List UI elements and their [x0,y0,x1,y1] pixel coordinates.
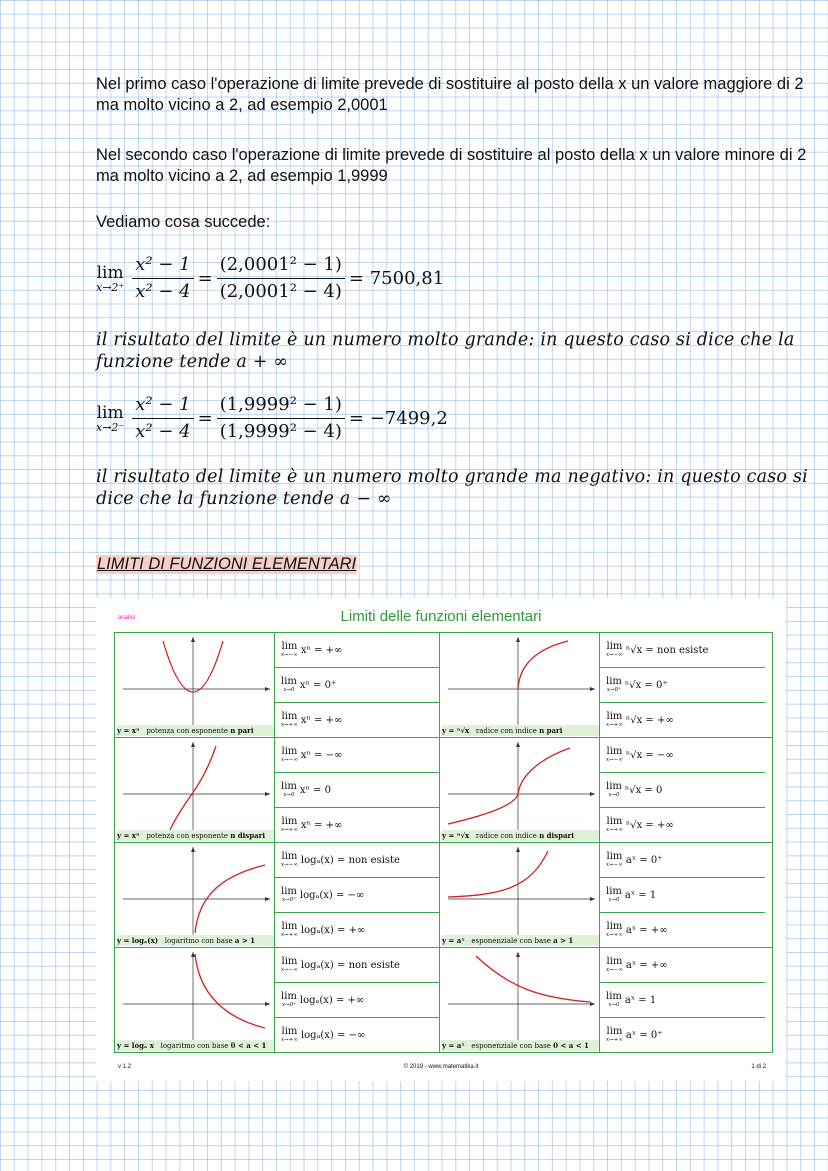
lim-expression: logₐ(x) = +∞ [300,924,366,936]
limit-cell [275,1017,439,1052]
limit-cell [275,807,439,842]
lim-word: lim [606,886,622,897]
lim-subscript: x→+∞ [606,932,623,938]
lim-expression: logₐ(x) = non esiste [300,959,400,971]
lim-subscript: x→0 [283,792,295,798]
lim-subscript: x→−∞ [281,652,298,658]
fraction-numerator-value: (2,0001² − 1) [217,254,345,279]
lim-expression: ⁿ√x = +∞ [625,819,674,831]
lim-expression: xⁿ = +∞ [300,819,343,831]
caption-bold: n dispari [539,831,574,840]
lim-subscript: x→2⁺ [96,280,125,294]
left-graph-cell [115,843,275,947]
lim-subscript: x→0⁺ [606,687,621,693]
paragraph-second-case: Nel secondo caso l'operazione di limite prevede di sostituire al posto della x un valore minore di 2 ma molto vicino a 2, ad esempio 1,9999 [96,146,807,185]
limit-cell [600,843,765,877]
right-limits-column [600,738,765,842]
lim-word: lim [606,1026,623,1037]
equation-result: = −7499,2 [348,408,448,429]
limit-cell [600,702,765,737]
graph-caption [117,1040,274,1051]
lim-subscript: x→−∞ [606,967,623,973]
limit-cell [600,877,765,912]
left-graph-cell [115,738,275,842]
limit-cell [275,877,439,912]
lim-word: lim [281,921,298,932]
lim-subscript: x→2⁻ [96,420,125,434]
limit-cell [600,982,765,1017]
lim-word: lim [281,851,298,862]
lim-expression: ⁿ√x = +∞ [625,714,674,726]
lim-expression: aˣ = 1 [624,889,657,901]
lim-subscript: x→+∞ [606,827,623,833]
fraction-numerator: x² − 1 [132,394,193,419]
caption-function: y = aˣ [442,936,465,945]
graph-caption [442,725,599,736]
lim-subscript: x→−∞ [606,862,623,868]
section-heading: LIMITI DI FUNZIONI ELEMENTARI [97,555,357,573]
lim-word: lim [606,851,623,862]
lim-word: lim [281,641,298,652]
caption-function: y = logₐ x [117,1041,154,1050]
lim-subscript: x→−∞ [606,757,623,763]
limit-equation-left: lim x→2⁻ $\frac{\text{x² − 1}}{\text{x² − 4}}$ = $\frac{\text{(1,9999² − 1)}}{\text{(1,9999² − 4)}}$ = −7499,2 [96,394,448,442]
lim-subscript: x→−∞ [606,652,623,658]
limit-cell [600,633,765,667]
right-graph-cell [440,738,600,842]
caption-bold: n pari [230,726,254,735]
lim-word: lim [281,956,298,967]
lim-expression: aˣ = +∞ [625,959,668,971]
caption-function: y = logₐ(x) [117,936,159,945]
paragraph-first-case: Nel primo caso l'operazione di limite prevede di sostituire al posto della x un valore maggiore di 2 ma molto vicino a 2, ad esempio 2,0001 [96,75,804,114]
lim-expression: ⁿ√x = 0⁺ [624,679,668,691]
limit-cell [600,667,765,702]
lim-subscript: x→0⁺ [281,1002,296,1008]
lim-word: lim [606,816,623,827]
lim-subscript: x→0 [283,687,295,693]
paragraph-intro: Vediamo cosa succede: [96,213,271,231]
caption-bold: n dispari [230,831,266,840]
lim-expression: xⁿ = +∞ [300,644,343,656]
lim-word: lim [606,711,623,722]
lim-word: lim [281,676,297,687]
table-row [115,633,772,737]
lim-expression: aˣ = +∞ [625,924,668,936]
caption-text: esponenziale con base [471,1042,554,1050]
lim-subscript: x→−∞ [281,757,298,763]
limit-cell [275,772,439,807]
lim-expression: xⁿ = +∞ [300,714,343,726]
lim-word: lim [281,711,298,722]
right-graph-cell [440,633,600,737]
caption-text: potenza con esponente [146,832,231,840]
lim-subscript: x→0 [608,1002,620,1008]
lim-expression: aˣ = 0⁺ [625,854,663,866]
footer-page: 1 di 2 [751,1064,766,1070]
graph-caption [117,725,274,736]
function-graph [115,843,274,935]
table-row [115,842,772,947]
caption-text: logaritmo con base [164,937,235,945]
limit-cell [275,738,439,772]
graph-caption [442,1040,599,1051]
lim-word: lim [281,746,298,757]
lim-word: lim [606,676,622,687]
lim-word: lim [281,1026,298,1037]
caption-function: y = xⁿ [117,831,140,840]
right-limits-column [600,633,765,737]
lim-word: lim [606,956,623,967]
graph-caption [442,935,599,946]
limit-cell [600,948,765,982]
lim-expression: xⁿ = −∞ [300,749,343,761]
right-graph-cell [440,843,600,947]
lim-expression: xⁿ = 0⁺ [299,679,337,691]
fraction-denominator-value: (2,0001² − 4) [219,281,342,302]
lim-subscript: x→+∞ [281,932,298,938]
lim-subscript: x→+∞ [606,1037,623,1043]
lim-word: lim [281,781,297,792]
function-graph [440,738,599,830]
lim-subscript: x→+∞ [606,722,623,728]
elementary-limits-table [96,598,786,1081]
lim-word: lim [96,402,124,423]
caption-function: y = xⁿ [117,726,140,735]
lim-word: lim [281,886,297,897]
lim-subscript: x→0 [608,897,620,903]
lim-expression: ⁿ√x = −∞ [625,749,674,761]
limit-cell [600,1017,765,1052]
footer-copyright: © 2019 - www.matematika.it [403,1064,479,1070]
panel-title: Limiti delle funzioni elementari [340,608,542,625]
caption-bold: a > 1 [234,936,256,945]
lim-subscript: x→0⁺ [281,897,296,903]
lim-subscript: x→+∞ [281,722,298,728]
graph-caption [117,830,274,841]
function-graph [115,633,274,725]
function-graph [440,948,599,1040]
limit-cell [275,843,439,877]
footer-version: v 1.2 [118,1064,132,1070]
caption-bold: 0 < a < 1 [230,1041,267,1050]
lim-subscript: x→−∞ [281,862,298,868]
function-graph [440,843,599,935]
lim-subscript: x→+∞ [281,1037,298,1043]
limit-cell [600,772,765,807]
left-graph-cell [115,633,275,737]
caption-text: logaritmo con base [160,1042,231,1050]
fraction-numerator: x² − 1 [132,254,193,279]
limits-grid [114,632,773,1053]
caption-text: radice con indice [475,832,540,840]
lim-word: lim [606,921,623,932]
graph-caption [117,935,274,946]
table-row [115,737,772,842]
limit-cell [600,912,765,947]
lim-expression: logₐ(x) = −∞ [299,889,365,901]
panel-tag: analisi [118,615,136,621]
fraction-denominator: x² − 4 [135,421,191,442]
fraction-numerator-value: (1,9999² − 1) [217,394,345,419]
right-limits-column [600,843,765,947]
note-plus-infinity: il risultato del limite è un numero molto grande: in questo caso si dice che la funzione tende a + ∞ [96,330,795,372]
lim-word: lim [606,781,622,792]
fraction-denominator: x² − 4 [135,281,191,302]
caption-bold: n pari [539,726,563,735]
function-graph [115,738,274,830]
function-graph [115,948,274,1040]
left-limits-column [275,633,440,737]
graph-caption [442,830,599,841]
caption-text: radice con indice [475,727,540,735]
limit-cell [275,912,439,947]
lim-expression: logₐ(x) = non esiste [300,854,400,866]
limit-cell [275,702,439,737]
limit-cell [275,982,439,1017]
caption-text: esponenziale con base [471,937,554,945]
lim-expression: aˣ = 1 [624,994,657,1006]
left-graph-cell [115,948,275,1052]
lim-subscript: x→−∞ [281,967,298,973]
limit-cell [600,807,765,842]
lim-word: lim [281,991,297,1002]
lim-subscript: x→+∞ [281,827,298,833]
lim-word: lim [606,746,623,757]
left-limits-column [275,948,440,1052]
left-limits-column [275,843,440,947]
left-limits-column [275,738,440,842]
lim-expression: logₐ(x) = +∞ [299,994,365,1006]
lim-expression: ⁿ√x = 0 [624,784,663,796]
limit-cell [275,667,439,702]
lim-expression: aˣ = 0⁺ [625,1029,663,1041]
table-row [115,947,772,1052]
lim-subscript: x→0 [608,792,620,798]
limit-cell [275,633,439,667]
note-minus-infinity: il risultato del limite è un numero molto grande ma negativo: in questo caso si dice che la funzione tende a − ∞ [96,467,808,509]
limit-equation-right: lim x→2⁺ $\frac{\text{x² − 1}}{\text{x² − 4}}$ = $\frac{\text{(2,0001² − 1)}}{\text{(2,0001² − 4)}}$ = 7500,81 [96,254,445,302]
equation-result: = 7500,81 [348,268,445,289]
fraction-denominator-value: (1,9999² − 4) [219,421,342,442]
caption-function: y = ⁿ√x [442,726,470,735]
caption-text: potenza con esponente [146,727,231,735]
caption-function: y = ⁿ√x [442,831,470,840]
lim-expression: logₐ(x) = −∞ [300,1029,366,1041]
right-limits-column [600,948,765,1052]
lim-expression: xⁿ = 0 [299,784,331,796]
caption-bold: 0 < a < 1 [553,1041,589,1050]
right-graph-cell [440,948,600,1052]
lim-word: lim [281,816,298,827]
lim-word: lim [606,991,622,1002]
limit-cell [600,738,765,772]
caption-function: y = aˣ [442,1041,465,1050]
lim-expression: ⁿ√x = non esiste [625,644,709,656]
lim-word: lim [96,262,124,283]
caption-bold: a > 1 [553,936,574,945]
lim-word: lim [606,641,623,652]
function-graph [440,633,599,725]
limit-cell [275,948,439,982]
